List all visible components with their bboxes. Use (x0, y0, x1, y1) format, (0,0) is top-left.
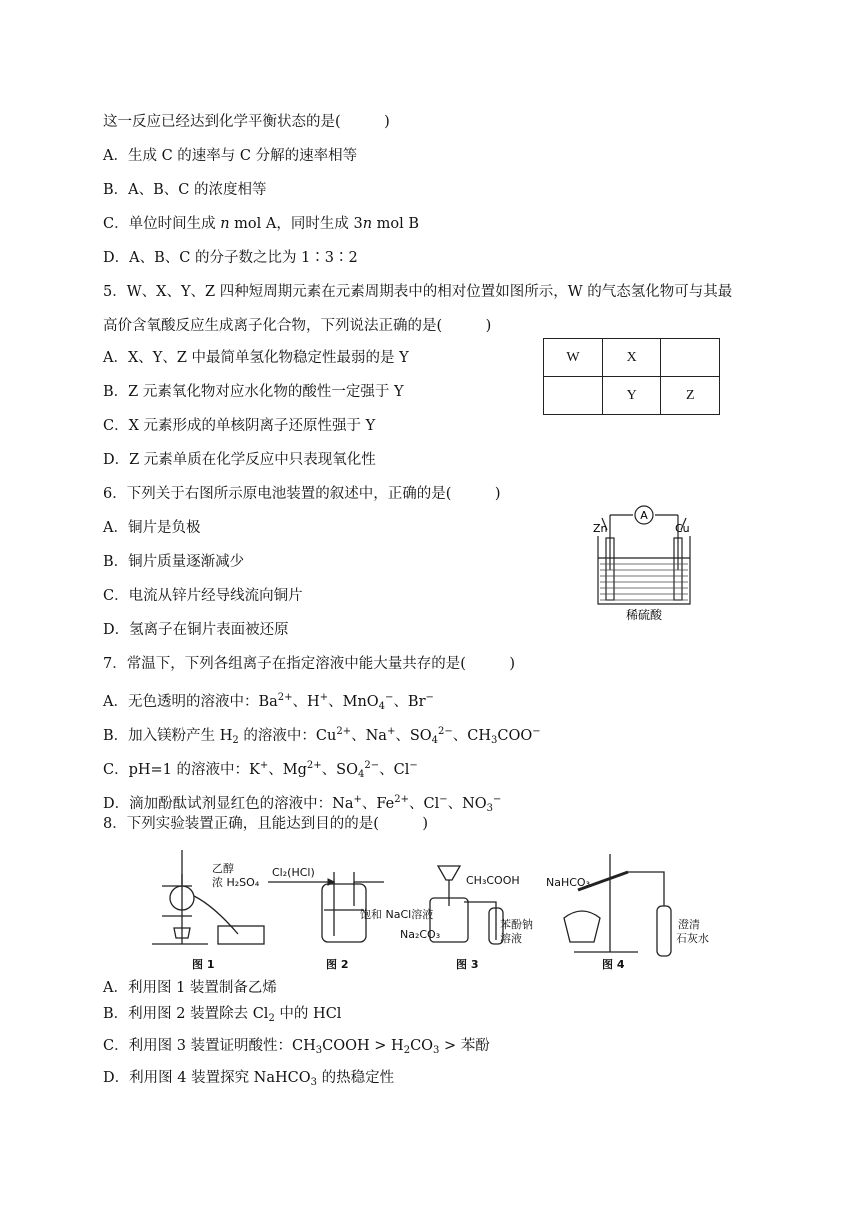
q4-c-mid: mol A，同时生成 3 (229, 216, 363, 232)
q5-stem-line1: 5．W、X、Y、Z 四种短周期元素在元素周期表中的相对位置如图所示，W 的气态氢化物可与其最 (103, 284, 733, 300)
apparatus-figures (148, 846, 738, 974)
q7-stem: 7．常温下，下列各组离子在指定溶液中能大量共存的是( ) (103, 656, 516, 672)
q8-option-c (103, 1036, 490, 1061)
q8-b-pre: B．利用图 2 装置除去 Cl (103, 1006, 269, 1022)
periodic-table-fragment (543, 338, 720, 415)
fig3-label-tube1: 苯酚钠 (500, 918, 533, 931)
table-cell-z: Z (661, 377, 720, 415)
fig1-label-ethanol: 乙醇 (212, 862, 234, 875)
q8-c-mid2: CO (410, 1038, 434, 1054)
q4-stem-tail: 这一反应已经达到化学平衡状态的是( ) (103, 114, 390, 130)
q4-c-pre: C．单位时间生成 (103, 216, 221, 232)
ammeter-label: A (640, 509, 648, 522)
q6-stem: 6．下列关于右图所示原电池装置的叙述中，正确的是( ) (103, 486, 501, 502)
galvanic-cell-figure (590, 500, 700, 625)
q8-stem: 8．下列实验装置正确，且能达到目的的是( ) (103, 816, 429, 832)
fig3-label-acid: CH₃COOH (466, 874, 520, 887)
q7-option-d: D．滴加酚酞试剂显红色的溶液中：Na+、$Fe^{2+}$、Cl−、$NO_3^-$ (103, 794, 502, 814)
q7-option-b: B．加入镁粉产生 $H_2$ 的溶液中：$Cu^{2+}$、Na+、$SO_4^{2-}$、$CH_3COO^-$ (103, 726, 541, 746)
sub-3: 3 (315, 1045, 323, 1056)
fig4-label-tube2: 石灰水 (676, 932, 709, 945)
sub-3: 3 (433, 1045, 440, 1056)
q6-option-d: D．氢离子在铜片表面被还原 (103, 622, 289, 638)
electrolyte-caption: 稀硫酸 (625, 608, 663, 622)
q8-option-a: A．利用图 1 装置制备乙烯 (103, 980, 277, 996)
q8-c-pre: C．利用图 3 装置证明酸性：CH (103, 1038, 316, 1054)
q5-stem-line2: 高价含氧酸反应生成离子化合物，下列说法正确的是( ) (103, 318, 492, 334)
table-cell-y: Y (602, 377, 661, 415)
q4-c-n1: n (220, 216, 230, 232)
q7-option-a: A．无色透明的溶液中：$Ba^{2+}$、H+、MnO$_4$−、Br− (103, 692, 434, 712)
q5-option-a: A．X、Y、Z 中最简单氢化物稳定性最弱的是 Y (103, 350, 409, 366)
q6-option-a: A．铜片是负极 (103, 520, 201, 536)
q8-b-post: 中的 HCl (274, 1006, 342, 1022)
q4-option-b: B．A、B、C 的浓度相等 (103, 182, 267, 198)
zn-label: Zn (593, 522, 608, 535)
q8-c-post: > 苯酚 (439, 1038, 490, 1054)
fig1-label-acid: 浓 H₂SO₄ (212, 876, 260, 889)
q4-c-post: mol B (372, 216, 420, 232)
q6-option-b: B．铜片质量逐渐减少 (103, 554, 245, 570)
fig3-label-tube2: 溶液 (500, 932, 522, 945)
q6-option-c: C．电流从锌片经导线流向铜片 (103, 588, 303, 604)
sub-2: 2 (403, 1045, 411, 1056)
q4-c-n2: n (362, 216, 373, 232)
sub-2: 2 (232, 735, 239, 746)
fig4-label-solid: NaHCO₃ (546, 876, 590, 889)
fig3-label-carbonate: Na₂CO₃ (400, 928, 441, 941)
table-cell-w: W (544, 339, 603, 377)
q8-option-d (103, 1068, 394, 1093)
cu-label: Cu (675, 522, 690, 535)
q8-d-pre: D．利用图 4 装置探究 NaHCO (103, 1070, 311, 1086)
q7-b-label2: 的溶液中： (238, 728, 316, 744)
q7-b-label: B．加入镁粉产生 H (103, 728, 233, 744)
q5-option-d: D．Z 元素单质在化学反应中只表现氧化性 (103, 452, 376, 468)
table-cell-empty (544, 377, 603, 415)
fig4-caption: 图 4 (602, 958, 625, 971)
q8-c-mid: COOH > H (322, 1038, 404, 1054)
q4-option-a: A．生成 C 的速率与 C 分解的速率相等 (103, 148, 358, 164)
q4-option-d: D．A、B、C 的分子数之比为 1∶3∶2 (103, 250, 358, 266)
table-row (544, 377, 720, 415)
fig3-caption: 图 3 (456, 958, 479, 971)
q8-option-b (103, 1004, 341, 1029)
fig2-label-gas: Cl₂(HCl) (272, 866, 315, 879)
fig2-label-liquid: 饱和 NaCl溶液 (360, 908, 434, 921)
table-cell-x: X (602, 339, 661, 377)
q7-option-c: C．pH=1 的溶液中：K+、$Mg^{2+}$、$SO_4^{2-}$、Cl− (103, 760, 418, 780)
table-row (544, 339, 720, 377)
fig4-label-tube1: 澄清 (678, 918, 700, 931)
fig2-caption: 图 2 (326, 958, 349, 971)
q7-c-label: C．pH=1 的溶液中： (103, 762, 250, 778)
q5-option-c: C．X 元素形成的单核阴离子还原性强于 Y (103, 418, 376, 434)
sub-2: 2 (268, 1013, 275, 1024)
fig1-caption: 图 1 (192, 958, 215, 971)
sub-3: 3 (310, 1077, 318, 1088)
q4-option-c (103, 214, 419, 234)
table-cell-empty (661, 339, 720, 377)
q5-option-b: B．Z 元素氧化物对应水化物的酸性一定强于 Y (103, 384, 404, 400)
q7-a-label: A．无色透明的溶液中： (103, 694, 259, 710)
q8-d-post: 的热稳定性 (317, 1070, 395, 1086)
q7-d-label: D．滴加酚酞试剂显红色的溶液中： (103, 796, 333, 812)
